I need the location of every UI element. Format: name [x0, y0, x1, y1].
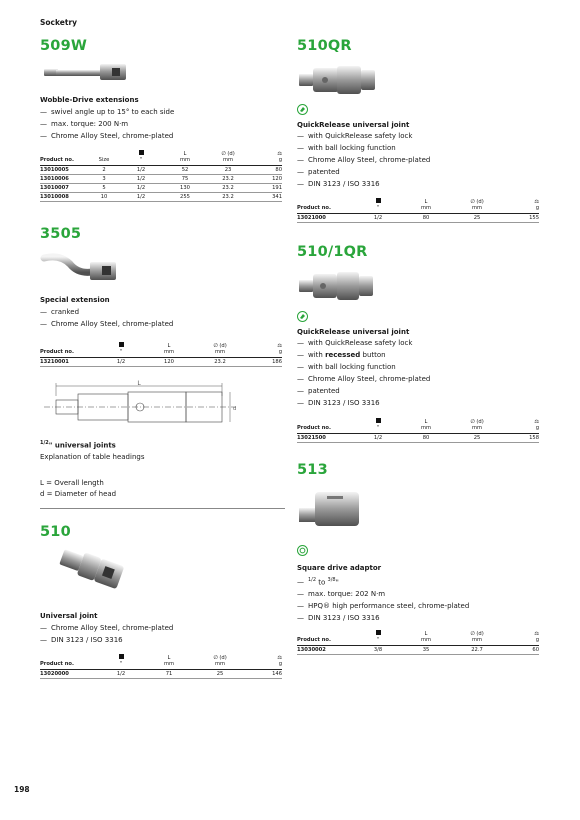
bullet: — max. torque: 200 N·m [40, 120, 129, 128]
square-drive-adaptor-image [297, 486, 371, 532]
bullet: — Chrome Alloy Steel, chrome-plated [40, 132, 174, 140]
dim-label-l: L [137, 380, 141, 387]
table-row: 13030002 3/8 35 22.7 60 [297, 647, 539, 653]
col-drive: " [118, 150, 164, 166]
legend-title: $^{1/2}$" universal joints [40, 440, 116, 450]
subhead-513: Square drive adaptor [297, 564, 382, 572]
quickrelease-icon [297, 104, 308, 115]
bullet: — with QuickRelease safety lock [297, 132, 413, 140]
col-length: L mm [163, 343, 175, 355]
col-product-no: Product no. [297, 425, 331, 431]
product-title-510-1qr: 510/1QR [297, 244, 368, 260]
bullets-510 [40, 622, 173, 646]
col-drive: " [355, 198, 401, 214]
table-row: 13010006 3 1/2 75 23.2 120 [40, 176, 282, 182]
quickrelease-joint-recessed-image [297, 268, 377, 304]
bullet: — with ball locking function [297, 363, 396, 371]
page-number: 198 [14, 785, 30, 794]
subhead-510: Universal joint [40, 612, 98, 620]
col-product-no: Product no. [297, 637, 331, 643]
square-drive-icon [139, 150, 144, 155]
subhead-510-1qr: QuickRelease universal joint [297, 328, 410, 336]
table-row: 13020000 1/2 71 25 146 [40, 671, 282, 677]
bullet: — max. torque: 202 N·m [297, 590, 386, 599]
col-product-no: Product no. [40, 661, 74, 667]
col-drive: " [355, 630, 401, 646]
subhead-509w: Wobble-Drive extensions [40, 96, 139, 104]
legend-diameter: d = Diameter of head [40, 490, 117, 498]
bullet: — cranked [40, 308, 80, 316]
bullet: — Chrome Alloy Steel, chrome-plated [297, 375, 431, 383]
section-header: Socketry [40, 18, 78, 27]
col-weight: ⚖ g [503, 630, 539, 646]
bullets-3505 [40, 306, 173, 330]
bullet: — with recessed button [297, 351, 386, 359]
col-diameter: ∅ (d) mm [470, 419, 484, 431]
col-length: L mm [163, 655, 175, 667]
dim-label-d: d [233, 406, 237, 412]
col-drive: " [355, 418, 401, 434]
product-title-3505: 3505 [40, 226, 82, 242]
square-drive-icon [376, 630, 381, 635]
col-weight: ⚖ g [246, 654, 282, 670]
spec-table-3505 [40, 342, 282, 367]
bullet: — Chrome Alloy Steel, chrome-plated [40, 624, 174, 632]
product-title-513: 513 [297, 462, 328, 478]
bullets-510-1qr [297, 337, 430, 409]
bullet: — Chrome Alloy Steel, chrome-plated [40, 320, 174, 328]
col-diameter: ∅ (d) mm [470, 199, 484, 211]
bullet: — swivel angle up to 15° to each side [40, 108, 175, 116]
bullets-509w [40, 106, 174, 142]
bullet: — DIN 3123 / ISO 3316 [297, 399, 380, 407]
square-drive-icon [119, 342, 124, 347]
wobble-extension-image [40, 62, 132, 84]
cranked-extension-image [40, 250, 130, 284]
divider [40, 508, 285, 509]
bullet: — DIN 3123 / ISO 3316 [297, 180, 380, 188]
table-row: 13021000 1/2 80 25 155 [297, 215, 539, 221]
bullet: — patented [297, 387, 340, 395]
table-row: 13210001 1/2 120 23.2 186 [40, 359, 282, 365]
product-title-510qr: 510QR [297, 38, 352, 54]
dimension-diagram [40, 380, 240, 436]
table-row: 13010005 2 1/2 52 23 80 [40, 167, 282, 173]
col-size: Size [98, 157, 110, 163]
col-diameter: ∅ (d) mm [213, 655, 227, 667]
hpq-icon [297, 545, 308, 556]
table-row: 13010007 5 1/2 130 23.2 191 [40, 185, 282, 191]
product-title-510: 510 [40, 524, 71, 540]
bullet: — with QuickRelease safety lock [297, 339, 413, 347]
weight-icon: ⚖ [277, 151, 282, 157]
col-product-no: Product no. [40, 349, 74, 355]
spec-table-509w [40, 150, 282, 202]
square-drive-icon [119, 654, 124, 659]
spec-table-513 [297, 630, 539, 655]
quickrelease-joint-image [297, 62, 379, 98]
subhead-3505: Special extension [40, 296, 110, 304]
col-weight: ⚖ g [503, 198, 539, 214]
col-drive: " [98, 342, 144, 358]
col-diameter: ∅ (d) mm [221, 151, 235, 163]
spec-table-510qr [297, 198, 539, 223]
subhead-510qr: QuickRelease universal joint [297, 121, 410, 129]
col-length: L mm [420, 199, 432, 211]
bullet: — Chrome Alloy Steel, chrome-plated [297, 156, 431, 164]
square-drive-icon [376, 418, 381, 423]
col-length: L mm [420, 631, 432, 643]
col-weight: ⚖ g [246, 342, 282, 358]
legend-subtitle: Explanation of table headings [40, 453, 145, 461]
bullet: — $^{1/2}$ to $^{3/8}$" [297, 577, 339, 587]
col-diameter: ∅ (d) mm [213, 343, 227, 355]
weight-icon: ⚖ [534, 419, 539, 425]
bullet: — patented [297, 168, 340, 176]
table-row: 13021500 1/2 80 25 158 [297, 435, 539, 441]
weight-icon: ⚖ [534, 631, 539, 637]
col-drive: " [98, 654, 144, 670]
legend-length: L = Overall length [40, 479, 104, 487]
bullet: — DIN 3123 / ISO 3316 [297, 614, 380, 623]
weight-icon: ⚖ [534, 199, 539, 205]
col-product-no: Product no. [297, 205, 331, 211]
universal-joint-image [58, 546, 128, 590]
weight-icon: ⚖ [277, 655, 282, 661]
col-product-no: Product no. [40, 157, 74, 163]
bullets-510qr [297, 130, 430, 190]
quickrelease-icon [297, 311, 308, 322]
col-weight: ⚖ g [503, 418, 539, 434]
table-row: 13010008 10 1/2 255 23.2 341 [40, 194, 282, 200]
bullet: — HPQ® high performance steel, chrome-plated [297, 602, 470, 611]
weight-icon: ⚖ [277, 343, 282, 349]
bullet: — with ball locking function [297, 144, 396, 152]
spec-table-510 [40, 654, 282, 679]
square-drive-icon [376, 198, 381, 203]
col-diameter: ∅ (d) mm [470, 631, 484, 643]
col-length: L mm [420, 419, 432, 431]
product-title-509w: 509W [40, 38, 88, 54]
spec-table-510-1qr [297, 418, 539, 443]
col-weight: ⚖ g [250, 150, 282, 166]
bullet: — DIN 3123 / ISO 3316 [40, 636, 123, 644]
col-length: L mm [179, 151, 191, 163]
bullets-513 [297, 574, 469, 624]
